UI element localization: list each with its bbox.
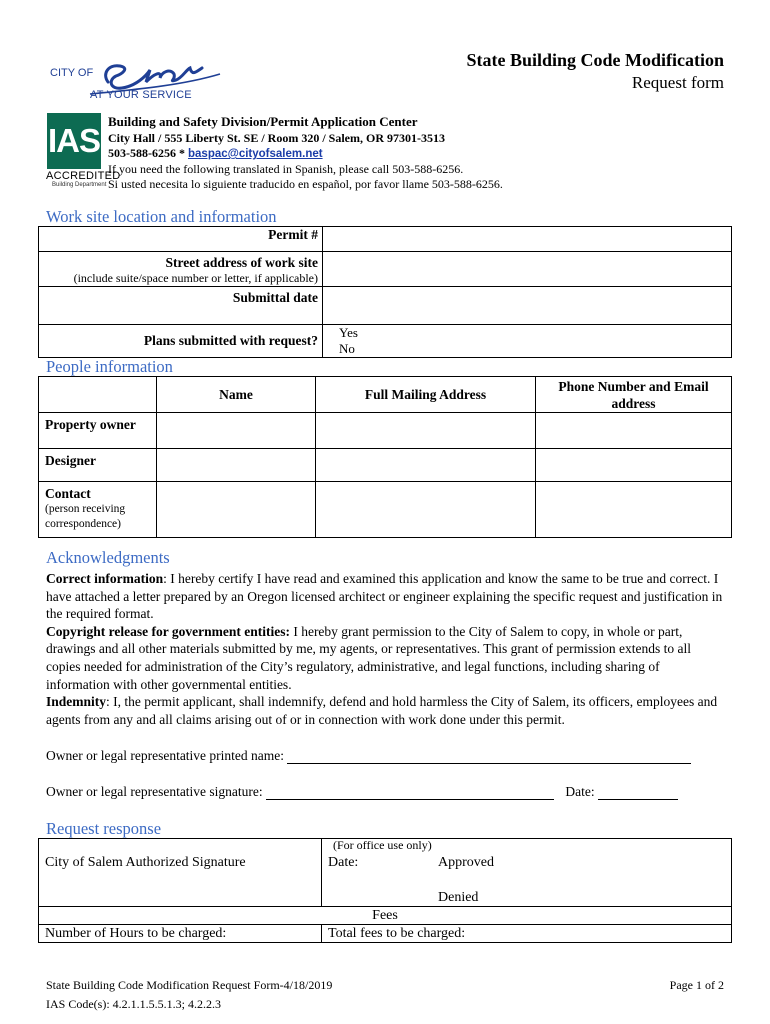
logo-city-text: CITY OF (50, 67, 94, 79)
signature-line (46, 784, 678, 800)
owner-phone-input[interactable] (536, 413, 732, 449)
col-address-text: Full Mailing Address (364, 386, 487, 402)
division-name: Building and Safety Division/Permit Application Center (108, 114, 418, 129)
correct-info-text: : I hereby certify I have read and examined this application and know the same to be true and correct. I have attached a letter prepared by an Oregon licensed architect or engineer explaining the specific request and justification in the required format. (46, 571, 723, 622)
ack-heading: Acknowledgments (46, 548, 170, 567)
indemnity-text: : I, the permit applicant, shall indemnify, defend and hold harmless the City of Salem, its officers, employees and agents from any and all claims arising out of or in connection with work done under this permit. (46, 694, 718, 727)
designer-phone-input[interactable] (536, 449, 732, 482)
office-email-link[interactable]: baspac@cityofsalem.net (188, 148, 323, 160)
page-title: State Building Code Modification (466, 50, 724, 70)
ias-badge: IAS (47, 113, 101, 169)
col-address-header (316, 377, 536, 413)
response-table (38, 838, 732, 943)
contact-name-input[interactable] (157, 482, 316, 538)
copyright-title: Copyright release for government entities: (46, 623, 290, 639)
owner-address-input[interactable] (316, 413, 536, 449)
decision-cell (438, 839, 732, 907)
row-contact-label (39, 482, 157, 538)
contact-address-input[interactable] (316, 482, 536, 538)
row-owner-label (39, 413, 157, 449)
col-name-text: Name (219, 386, 253, 402)
printed-name-label: Owner or legal representative printed name: (46, 748, 285, 763)
submittal-label-text: Submittal date (232, 290, 318, 305)
translate-spanish: Si usted necesita lo siguiente traducido en español, por favor llame 503-588-6256. (108, 177, 503, 191)
office-use-note: (For office use only) (333, 838, 432, 852)
total-fees-cell[interactable] (322, 925, 732, 943)
signature-label: Owner or legal representative signature: (46, 784, 263, 799)
signature-date-input[interactable] (598, 785, 678, 800)
response-date-cell[interactable] (322, 839, 439, 907)
response-date-label: Date: (328, 855, 359, 870)
permit-input[interactable] (323, 227, 732, 252)
footer-form-name: State Building Code Modification Request Form-4/18/2019 (46, 978, 333, 992)
street-label (39, 252, 323, 287)
indemnity-title: Indemnity (46, 694, 107, 710)
plans-options (323, 325, 732, 358)
row-owner-text: Property owner (45, 417, 136, 432)
office-phone: 503-588-6256 * (108, 146, 188, 160)
approved-option[interactable]: Approved (438, 855, 494, 870)
logo-tagline: AT YOUR SERVICE (90, 89, 192, 101)
hours-label: Number of Hours to be charged: (45, 926, 227, 941)
contact-line (108, 146, 323, 161)
ias-accredited: ACCREDITED (46, 170, 121, 182)
designer-name-input[interactable] (157, 449, 316, 482)
row-contact-note: (person receiving correspondence) (45, 503, 126, 530)
translate-english: If you need the following translated in Spanish, please call 503-588-6256. (108, 162, 464, 176)
row-contact-text: Contact (45, 486, 91, 501)
contact-phone-input[interactable] (536, 482, 732, 538)
ack-body (46, 570, 726, 728)
ias-sub: Building Department (52, 182, 107, 188)
total-fees-label: Total fees to be charged: (328, 926, 466, 941)
row-designer-text: Designer (45, 453, 96, 468)
printed-name-input[interactable] (287, 749, 691, 764)
footer-page-number: Page 1 of 2 (669, 978, 724, 992)
plans-yes-option[interactable]: Yes (339, 325, 358, 340)
auth-sig-label: City of Salem Authorized Signature (45, 855, 246, 870)
response-heading: Request response (46, 819, 162, 838)
fees-row (39, 907, 732, 925)
plans-label (39, 325, 323, 358)
street-label-text: Street address of work site (165, 255, 318, 270)
auth-sig-cell[interactable] (39, 839, 322, 907)
signature-date-label: Date: (565, 784, 595, 799)
signature-input[interactable] (266, 785, 554, 800)
footer-ias-codes: IAS Code(s): 4.2.1.1.5.5.1.3; 4.2.2.3 (46, 997, 221, 1011)
col-phone-text: Phone Number and Email address (558, 378, 709, 411)
office-address: City Hall / 555 Liberty St. SE / Room 320 / Salem, OR 97301-3513 (108, 131, 445, 145)
street-note: (include suite/space number or letter, if applicable) (73, 271, 318, 285)
designer-address-input[interactable] (316, 449, 536, 482)
submittal-label (39, 287, 323, 325)
submittal-input[interactable] (323, 287, 732, 325)
page-subtitle: Request form (631, 73, 724, 92)
printed-name-line (46, 748, 691, 764)
fees-label: Fees (372, 908, 398, 923)
worksite-heading: Work site location and information (46, 207, 277, 226)
col-phone-header (536, 377, 732, 413)
copyright-text: I hereby grant permission to the City of Salem to copy, in whole or part, drawings and all other materials submitted by me, my agents, or representatives. This grant of permission extends to all copies needed for administration of the City’s regulatory, administrative, and legal functions, including sharing of information with other governmental entities. (46, 623, 691, 692)
hours-cell[interactable] (39, 925, 322, 943)
worksite-table (38, 226, 732, 358)
row-designer-label (39, 449, 157, 482)
permit-label (39, 227, 323, 252)
street-input[interactable] (323, 252, 732, 287)
people-corner-cell (39, 377, 157, 413)
people-table (38, 376, 732, 538)
col-name-header (157, 377, 316, 413)
plans-no-option[interactable]: No (339, 341, 355, 356)
correct-info-title: Correct information (46, 571, 164, 586)
people-heading: People information (46, 357, 173, 376)
plans-label-text: Plans submitted with request? (143, 333, 318, 348)
denied-option[interactable]: Denied (438, 890, 479, 905)
owner-name-input[interactable] (157, 413, 316, 449)
permit-label-text: Permit # (268, 227, 318, 242)
